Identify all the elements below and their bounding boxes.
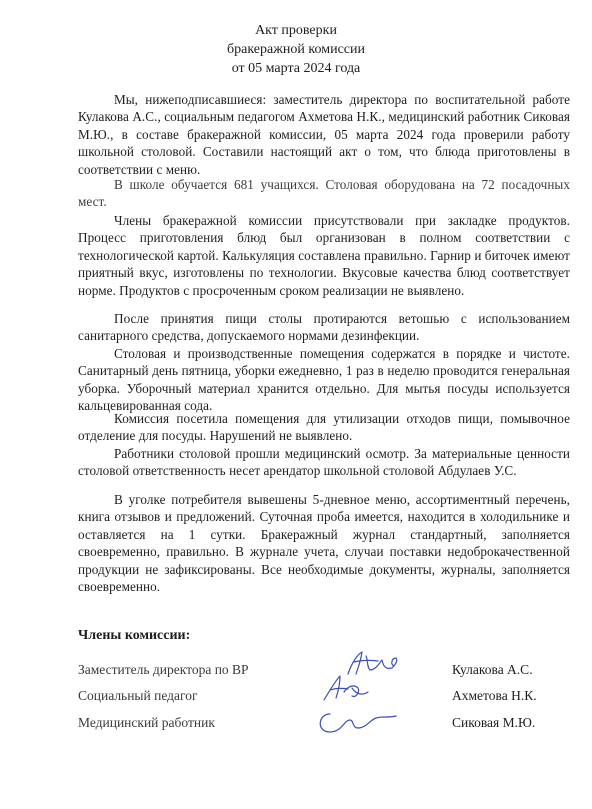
member-role-social: Социальный педагог [78, 688, 198, 703]
paragraph-waste: Комиссия посетила помещения для утилизации отходов пищи, помывочное отделение для посуды. Нарушений не выявлено. [78, 411, 570, 444]
member-name-social: Ахметова Н.К. [452, 688, 537, 703]
paragraph-medical: Работники столовой прошли медицинский осмотр. За материальные ценности столовой ответственность несет арендатор школьной столовой Абдулаев У.С. [78, 446, 570, 479]
member-role-deputy: Заместитель директора по ВР [78, 662, 249, 677]
signature-social [324, 676, 368, 700]
members-title: Члены комиссии: [78, 628, 191, 643]
member-name-deputy: Кулакова А.С. [452, 662, 533, 677]
paragraph-sanitary: Столовая и производственные помещения содержатся в порядке и чистоте. Санитарный день пятница, уборки ежедневно, 1 раз в неделю проводится генеральная уборка. Уборочный материал хранится отдельно. Для мытья посуды используется кальцевированная сода. [78, 346, 570, 414]
member-name-medical: Сиковая М.Ю. [452, 715, 536, 730]
paragraph-intro: Мы, нижеподписавшиеся: заместитель директора по воспитательной работе Кулакова А.С., социальным педагогом Ахметова Н.К., медицинский работник Сиковая М.Ю., в составе бракеражной комиссии, 05 марта 2024 года проверили работу школьной столовой. Составили настоящий акт о том, что блюда приготовлены в соответствии с меню. [78, 92, 570, 177]
member-role-medical: Медицинский работник [78, 715, 215, 730]
document-subtitle: бракеражной комиссии [227, 42, 365, 57]
signature-medical [320, 714, 396, 732]
document-title: Акт проверки [255, 23, 337, 38]
paragraph-school-info: В школе обучается 681 учащихся. Столовая оборудована на 72 посадочных мест. [78, 177, 570, 210]
paragraph-consumer-corner: В уголке потребителя вывешены 5-дневное меню, ассортиментный перечень, книга отзывов и предложений. Суточная проба имеется, находится в холодильнике и оставляется на 1 сутки. Бракеражный журнал стандартный, заполняется своевременно, правильно. В журнале учета, случаи поставки недоброкачественной продукции не зафиксированы. Все необходимые документы, журналы, заполняется своевременно. [78, 492, 570, 595]
signature-deputy [348, 652, 397, 674]
document-date: от 05 марта 2024 года [231, 61, 361, 76]
paragraph-tables: После принятия пищи столы протираются ветошью с использованием санитарного средства, допускаемого нормами дезинфекции. [78, 311, 570, 344]
paragraph-cooking: Члены бракеражной комиссии присутствовали при закладке продуктов. Процесс приготовления блюд был организован в полном соответствии с технологической картой. Калькуляция составлена правильно. Гарнир и биточек имеют приятный вкус, изготовлены по технологии. Вкусовые качества блюд соответствует норме. Продуктов с просроченным сроком реализации не выявлено. [78, 213, 570, 298]
signatures-image [312, 648, 412, 738]
